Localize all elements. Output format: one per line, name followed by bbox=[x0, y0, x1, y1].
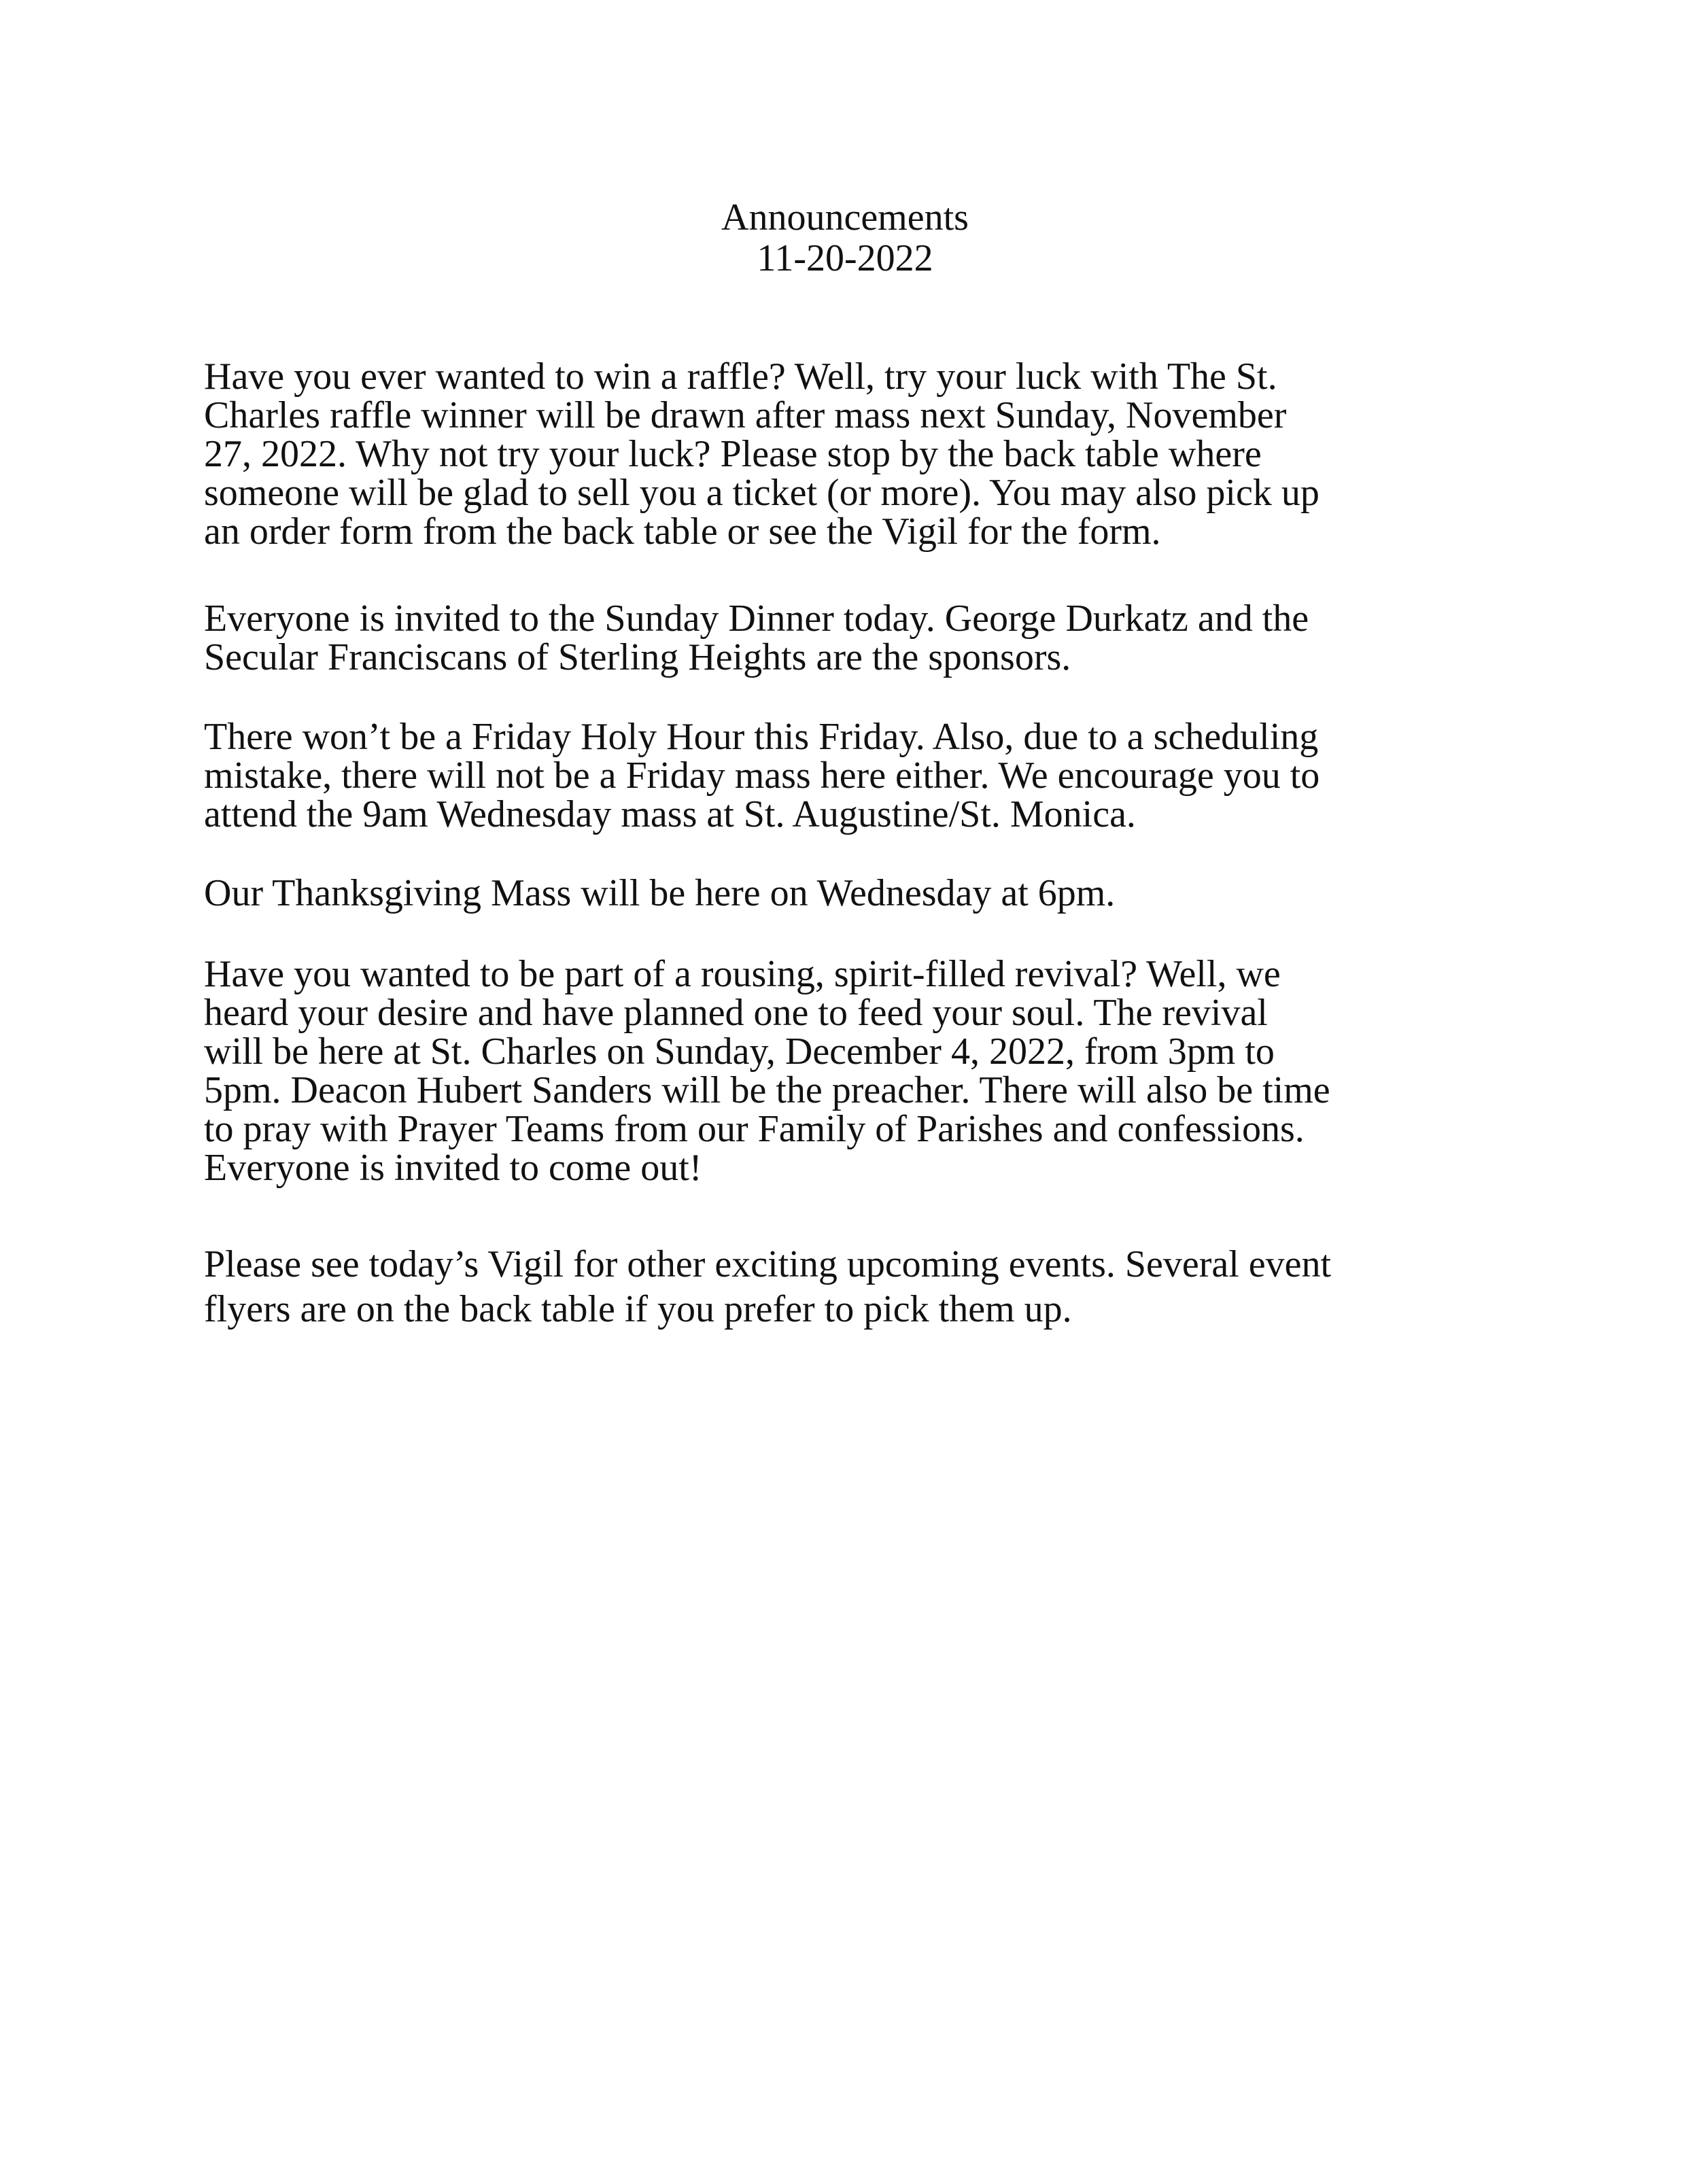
text-line: Everyone is invited to come out! bbox=[204, 1147, 702, 1189]
text-line: Everyone is invited to the Sunday Dinner today. George Durkatz and the bbox=[204, 597, 1309, 640]
thanksgiving-mass-announcement bbox=[204, 874, 1115, 913]
document-header bbox=[0, 197, 1690, 279]
text-line: Please see today’s Vigil for other exciting upcoming events. Several event bbox=[204, 1243, 1332, 1285]
sunday-dinner-announcement bbox=[204, 597, 1309, 678]
text-line: someone will be glad to sell you a ticket (or more). You may also pick up bbox=[204, 472, 1320, 514]
text-line: Have you ever wanted to win a raffle? Well, try your luck with The St. bbox=[204, 356, 1277, 398]
text-line: 27, 2022. Why not try your luck? Please stop by the back table where bbox=[204, 433, 1262, 475]
text-line: flyers are on the back table if you prefer to pick them up. bbox=[204, 1288, 1072, 1330]
text-line: mistake, there will not be a Friday mass here either. We encourage you to bbox=[204, 755, 1320, 797]
revival-announcement bbox=[204, 955, 1330, 1188]
text-line: Secular Franciscans of Sterling Heights are the sponsors. bbox=[204, 636, 1071, 678]
text-line: Charles raffle winner will be drawn after mass next Sunday, November bbox=[204, 394, 1287, 436]
text-line: to pray with Prayer Teams from our Family of Parishes and confessions. bbox=[204, 1108, 1305, 1150]
announcement-date: 11-20-2022 bbox=[757, 237, 933, 279]
text-line: heard your desire and have planned one to feed your soul. The revival bbox=[204, 992, 1268, 1034]
text-line: 5pm. Deacon Hubert Sanders will be the preacher. There will also be time bbox=[204, 1069, 1330, 1111]
page-title: Announcements bbox=[721, 196, 969, 239]
text-line: Have you wanted to be part of a rousing, spirit-filled revival? Well, we bbox=[204, 953, 1281, 995]
raffle-announcement bbox=[204, 358, 1320, 551]
vigil-events-announcement bbox=[204, 1242, 1331, 1332]
text-line: attend the 9am Wednesday mass at St. Augustine/St. Monica. bbox=[204, 793, 1136, 835]
text-line: will be here at St. Charles on Sunday, December 4, 2022, from 3pm to bbox=[204, 1030, 1275, 1073]
text-line: an order form from the back table or see the Vigil for the form. bbox=[204, 510, 1161, 553]
text-line: Our Thanksgiving Mass will be here on Wednesday at 6pm. bbox=[204, 872, 1116, 914]
text-line: There won’t be a Friday Holy Hour this Friday. Also, due to a scheduling bbox=[204, 716, 1319, 758]
holy-hour-announcement bbox=[204, 718, 1320, 834]
